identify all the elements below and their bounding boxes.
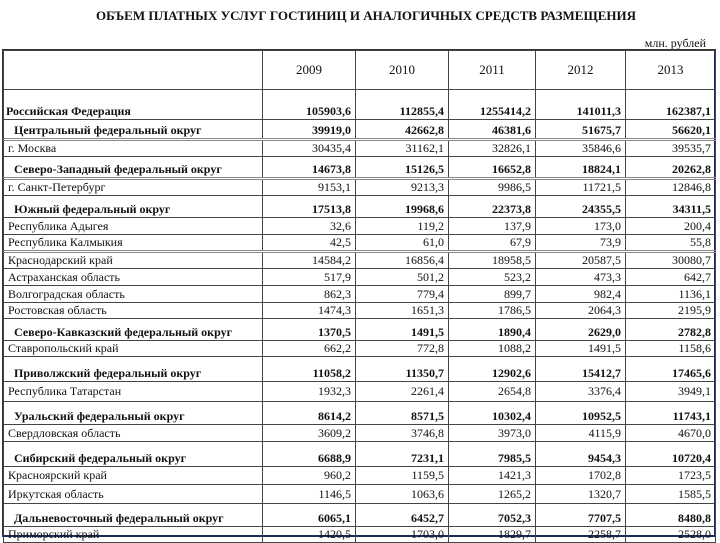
- header-year: 2012: [536, 51, 626, 90]
- value-cell: 3609,2: [263, 425, 356, 442]
- value-cell: 1890,4: [449, 319, 536, 341]
- header-year: 2010: [356, 51, 449, 90]
- table-row-district: [4, 357, 716, 382]
- value-cell: 7707,5: [536, 504, 626, 527]
- value-cell: 501,2: [356, 269, 449, 286]
- table-row: [4, 467, 716, 485]
- value-cell: 1370,5: [263, 319, 356, 341]
- table-row: [4, 341, 716, 357]
- value-cell: 9153,1: [263, 179, 356, 196]
- services-volume-table: [3, 50, 716, 543]
- region-name: Южный федеральный округ: [4, 196, 263, 218]
- value-cell: 1136,1: [626, 286, 716, 303]
- value-cell: 32,6: [263, 218, 356, 235]
- value-cell: 642,7: [626, 269, 716, 286]
- table-row: [4, 303, 716, 319]
- region-name: Астраханская область: [4, 269, 263, 286]
- header-row: [4, 51, 716, 90]
- header-year: 2011: [449, 51, 536, 90]
- value-cell: 8480,8: [626, 504, 716, 527]
- region-name: Волгоградская область: [4, 286, 263, 303]
- units-label: млн. рублей: [644, 36, 706, 50]
- value-cell: 10720,4: [626, 442, 716, 467]
- region-name: Краснодарский край: [4, 252, 263, 269]
- value-cell: 34311,5: [626, 196, 716, 218]
- table-row-district: [4, 504, 716, 527]
- value-cell: 3949,1: [626, 382, 716, 402]
- value-cell: 15412,7: [536, 357, 626, 382]
- value-cell: 8614,2: [263, 402, 356, 425]
- region-name: Уральский федеральный округ: [4, 402, 263, 425]
- value-cell: 3746,8: [356, 425, 449, 442]
- value-cell: 14673,8: [263, 157, 356, 179]
- value-cell: 1932,3: [263, 382, 356, 402]
- value-cell: 6065,1: [263, 504, 356, 527]
- table-row: [4, 140, 716, 157]
- value-cell: 55,8: [626, 235, 716, 252]
- table-row-district: [4, 196, 716, 218]
- region-name: Республика Калмыкия: [4, 235, 263, 252]
- region-name: Иркутская область: [4, 485, 263, 504]
- header-region: [4, 51, 263, 90]
- value-cell: 173,0: [536, 218, 626, 235]
- value-cell: 24355,5: [536, 196, 626, 218]
- value-cell: 35846,6: [536, 140, 626, 157]
- region-name: Свердловская область: [4, 425, 263, 442]
- value-cell: 517,9: [263, 269, 356, 286]
- value-cell: 11350,7: [356, 357, 449, 382]
- value-cell: 1651,3: [356, 303, 449, 319]
- table-row: [4, 425, 716, 442]
- value-cell: 200,4: [626, 218, 716, 235]
- region-name: Республика Татарстан: [4, 382, 263, 402]
- value-cell: 73,9: [536, 235, 626, 252]
- value-cell: 1491,5: [356, 319, 449, 341]
- value-cell: 16856,4: [356, 252, 449, 269]
- region-name: Ставропольский край: [4, 341, 263, 357]
- value-cell: 12846,8: [626, 179, 716, 196]
- value-cell: 1702,8: [536, 467, 626, 485]
- value-cell: 473,3: [536, 269, 626, 286]
- table-row: [4, 527, 716, 543]
- region-name: г. Санкт-Петербург: [4, 179, 263, 196]
- table-row-district: [4, 120, 716, 140]
- value-cell: 137,9: [449, 218, 536, 235]
- value-cell: 119,2: [356, 218, 449, 235]
- value-cell: 7231,1: [356, 442, 449, 467]
- table-row: [4, 235, 716, 252]
- table-row: [4, 218, 716, 235]
- value-cell: 9986,5: [449, 179, 536, 196]
- value-cell: 12902,6: [449, 357, 536, 382]
- value-cell: 2195,9: [626, 303, 716, 319]
- value-cell: 1585,5: [626, 485, 716, 504]
- value-cell: 899,7: [449, 286, 536, 303]
- region-name: Приволжский федеральный округ: [4, 357, 263, 382]
- value-cell: 19968,6: [356, 196, 449, 218]
- value-cell: 772,8: [356, 341, 449, 357]
- value-cell: 6688,9: [263, 442, 356, 467]
- value-cell: 982,4: [536, 286, 626, 303]
- value-cell: 11743,1: [626, 402, 716, 425]
- value-cell: 1088,2: [449, 341, 536, 357]
- value-cell: 2528,0: [626, 527, 716, 543]
- table-row: [4, 485, 716, 504]
- value-cell: 20587,5: [536, 252, 626, 269]
- value-cell: 7985,5: [449, 442, 536, 467]
- value-cell: 662,2: [263, 341, 356, 357]
- value-cell: 7052,3: [449, 504, 536, 527]
- value-cell: 1421,3: [449, 467, 536, 485]
- value-cell: 11058,2: [263, 357, 356, 382]
- value-cell: 112855,4: [356, 90, 449, 120]
- value-cell: 3973,0: [449, 425, 536, 442]
- value-cell: 1159,5: [356, 467, 449, 485]
- value-cell: 862,3: [263, 286, 356, 303]
- value-cell: 39919,0: [263, 120, 356, 140]
- value-cell: 31162,1: [356, 140, 449, 157]
- value-cell: 105903,6: [263, 90, 356, 120]
- table-row-district: [4, 402, 716, 425]
- value-cell: 8571,5: [356, 402, 449, 425]
- value-cell: 6452,7: [356, 504, 449, 527]
- value-cell: 17513,8: [263, 196, 356, 218]
- document-title: ОБЪЕМ ПЛАТНЫХ УСЛУГ ГОСТИНИЦ И АНАЛОГИЧНЫХ СРЕДСТВ РАЗМЕЩЕНИЯ: [96, 8, 637, 23]
- region-name: Российская Федерация: [4, 90, 263, 120]
- value-cell: 1320,7: [536, 485, 626, 504]
- value-cell: 61,0: [356, 235, 449, 252]
- value-cell: 51675,7: [536, 120, 626, 140]
- header-year: 2009: [263, 51, 356, 90]
- value-cell: 1063,6: [356, 485, 449, 504]
- value-cell: 14584,2: [263, 252, 356, 269]
- value-cell: 1146,5: [263, 485, 356, 504]
- value-cell: 1491,5: [536, 341, 626, 357]
- value-cell: 22373,8: [449, 196, 536, 218]
- value-cell: 42662,8: [356, 120, 449, 140]
- value-cell: 2261,4: [356, 382, 449, 402]
- value-cell: 779,4: [356, 286, 449, 303]
- value-cell: 39535,7: [626, 140, 716, 157]
- value-cell: 1474,3: [263, 303, 356, 319]
- table-row-district: [4, 90, 716, 120]
- value-cell: 4670,0: [626, 425, 716, 442]
- table-row: [4, 179, 716, 196]
- table-row: [4, 382, 716, 402]
- value-cell: 1723,5: [626, 467, 716, 485]
- value-cell: 960,2: [263, 467, 356, 485]
- table-row: [4, 252, 716, 269]
- value-cell: 1255414,2: [449, 90, 536, 120]
- value-cell: 11721,5: [536, 179, 626, 196]
- value-cell: 30435,4: [263, 140, 356, 157]
- value-cell: 46381,6: [449, 120, 536, 140]
- value-cell: 2782,8: [626, 319, 716, 341]
- value-cell: 20262,8: [626, 157, 716, 179]
- value-cell: 9213,3: [356, 179, 449, 196]
- value-cell: 30080,7: [626, 252, 716, 269]
- region-name: Центральный федеральный округ: [4, 120, 263, 140]
- region-name: Сибирский федеральный округ: [4, 442, 263, 467]
- value-cell: 1703,0: [356, 527, 449, 543]
- region-name: Северо-Западный федеральный округ: [4, 157, 263, 179]
- value-cell: 56620,1: [626, 120, 716, 140]
- value-cell: 32826,1: [449, 140, 536, 157]
- table-row-district: [4, 319, 716, 341]
- value-cell: 15126,5: [356, 157, 449, 179]
- value-cell: 1265,2: [449, 485, 536, 504]
- value-cell: 9454,3: [536, 442, 626, 467]
- value-cell: 1158,6: [626, 341, 716, 357]
- value-cell: 18824,1: [536, 157, 626, 179]
- value-cell: 2258,7: [536, 527, 626, 543]
- value-cell: 1829,7: [449, 527, 536, 543]
- value-cell: 16652,8: [449, 157, 536, 179]
- region-name: Дальневосточный федеральный округ: [4, 504, 263, 527]
- value-cell: 3376,4: [536, 382, 626, 402]
- region-name: Республика Адыгея: [4, 218, 263, 235]
- value-cell: 1786,5: [449, 303, 536, 319]
- value-cell: 10952,5: [536, 402, 626, 425]
- header-year: 2013: [626, 51, 716, 90]
- value-cell: 2629,0: [536, 319, 626, 341]
- value-cell: 67,9: [449, 235, 536, 252]
- value-cell: 141011,3: [536, 90, 626, 120]
- table-row: [4, 286, 716, 303]
- value-cell: 18958,5: [449, 252, 536, 269]
- region-name: Приморский край: [4, 527, 263, 543]
- table-row: [4, 269, 716, 286]
- value-cell: 162387,1: [626, 90, 716, 120]
- value-cell: 10302,4: [449, 402, 536, 425]
- value-cell: 4115,9: [536, 425, 626, 442]
- value-cell: 42,5: [263, 235, 356, 252]
- region-name: Красноярский край: [4, 467, 263, 485]
- region-name: Ростовская область: [4, 303, 263, 319]
- value-cell: 1420,5: [263, 527, 356, 543]
- value-cell: 523,2: [449, 269, 536, 286]
- table-row-district: [4, 442, 716, 467]
- table-row-district: [4, 157, 716, 179]
- region-name: Северо-Кавказский федеральный округ: [4, 319, 263, 341]
- region-name: г. Москва: [4, 140, 263, 157]
- value-cell: 17465,6: [626, 357, 716, 382]
- value-cell: 2064,3: [536, 303, 626, 319]
- value-cell: 2654,8: [449, 382, 536, 402]
